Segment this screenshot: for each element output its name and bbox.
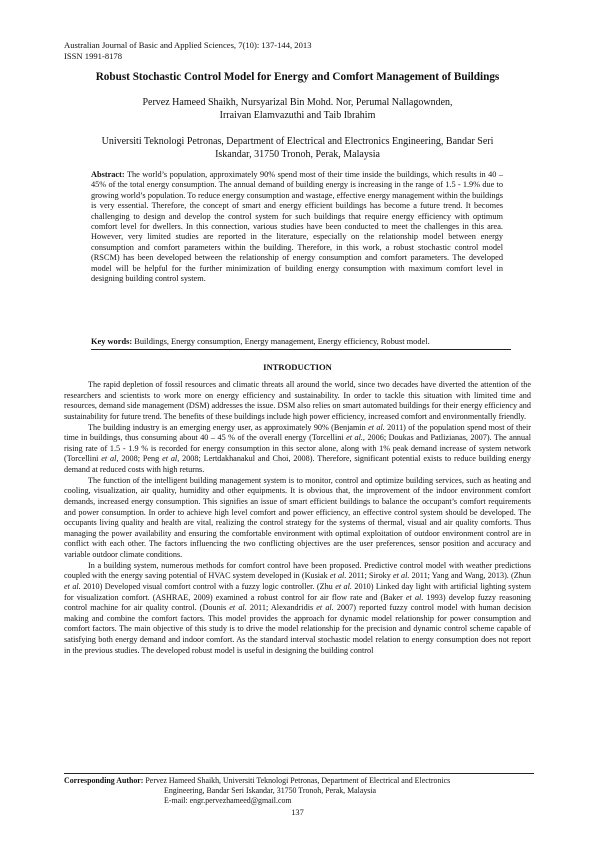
- author-list: [40, 97, 555, 122]
- issn: ISSN 1991-8178: [64, 51, 123, 61]
- keywords-text: Buildings, Energy consumption, Energy management, Energy efficiency, Robust model.: [134, 337, 430, 346]
- affiliation-line-2: Iskandar, 31750 Tronoh, Perak, Malaysia: [215, 148, 380, 160]
- abstract-text: The world’s population, approximately 90% spend most of their time inside the buildings, which results in 40 – 45% of the total energy consumption. The annual demand of building energy is increasing in the range of 1.5 - 1.9% due to growing world’s population. To reduce energy consumption and wastage, effective energy management within the buildings is very essential. Therefore, the concept of smart and energy efficient buildings has become a future trend. It becomes challenging to design and develop the control system for such buildings that require energy efficiency with optimum comfort level for dwellers. In this connection, various studies have been conducted to meet the challenges in this area. However, very limited studies are reported in the literature, especially on the relationship model between energy consumption and comfort parameters within the building. Therefore, in this work, a robust stochastic control model (RSCM) has been developed between the relationship of energy consumption and comfort parameters. The developed model will be helpful for the further minimization of building energy consumption with maximum comfort level in designing building control system.: [91, 170, 503, 284]
- page-number: 137: [291, 808, 304, 817]
- corresponding-email: E-mail: engr.pervezhameed@gmail.com: [164, 796, 292, 805]
- corresponding-line-2: Engineering, Bandar Seri Iskandar, 31750 Tronoh, Perak, Malaysia: [164, 786, 377, 795]
- paragraph-1: The rapid depletion of fossil resources and climatic threats all around the world, since two decades have diverted the attention of the researchers and scientists to work more on energy efficiency and sustainability. In order to tackle this situation with limited time and resources, demand side management (DSM) addresses the issue. DSM also relies on smart automated buildings for their energy efficiency and sustainability for future trend. The benefits of these buildings include high power efficiency, increased comfort and environmentally friendly.: [64, 380, 531, 421]
- abstract: [91, 170, 503, 284]
- keywords-divider: [91, 349, 511, 350]
- paragraph-4: In a building system, numerous methods for comfort control have been proposed. Predictive control model with weather predictions coupled with the energy saving potential of HVAC system developed in (Kusiak et al. 2011; Siroky et al. 2011; Yang and Wang, 2013). (Zhun et al. 2010) Developed visual comfort control with a fuzzy logic controller. (Zhu et al. 2010) Linked day light with artificial lighting system for visualization comfort. (ASHRAE, 2009) examined a robust control for air flow rate and (Baker et al. 1993) develop fuzzy reasoning control machine for air quality control. (Dounis et al. 2011; Alexandridis et al. 2007) reported fuzzy control model with human decision making and combine the comfort factors. This model provides the approach for dynamic model relationship for power consumption and comfort factors. The main objective of this study is to drive the model relationship for the precision and dynamic control scheme capable of satisfying both energy demand and indoor comfort. As the standard interval stochastic model relation to energy consumption does not report in the previous studies. The developed robust model is useful in designing the building control: [64, 560, 532, 655]
- corresponding-label: Corresponding Author:: [64, 776, 144, 785]
- paragraph-3: The function of the intelligent building management system is to monitor, control and optimize building services, such as heating and cooling, visualization, air quality, humidity and other equipments. It is obvious that, the improvement of the indoor environment comfort demands, increased energy consumption. This signifies an issue of smart efficient buildings to balance the occupant’s comfort requirements and power consumption. In order to achieve high level comfort and power efficiency, an effective control system should be developed. The occupants living quality and health are vital, realizing the control strategy for the systems of thermal, visual and air quality comforts. Thus managing the power availability and ensuring the comfortable environment with optimal exploitation of outdoor environment control are in conflict with each other. The factors influencing the two conflicting objectives are the user preferences, sensor position and accuracy and variable outdoor climate conditions.: [64, 475, 531, 559]
- introduction-body: [64, 380, 531, 656]
- authors-line-2: Irraivan Elamvazuthi and Taib Ibrahim: [219, 109, 376, 121]
- journal-header: Australian Journal of Basic and Applied Sciences, 7(10): 137-144, 2013: [64, 40, 312, 50]
- keywords: [91, 337, 511, 346]
- keywords-label: Key words:: [91, 337, 133, 346]
- section-heading: INTRODUCTION: [263, 362, 332, 372]
- corresponding-line-1: Pervez Hameed Shaikh, Universiti Teknologi Petronas, Department of Electrical and Electronics: [145, 776, 451, 785]
- affiliation-line-1: Universiti Teknologi Petronas, Department of Electrical and Electronics Engineering, Bandar Seri: [101, 136, 494, 147]
- authors-line-1: Pervez Hameed Shaikh, Nursyarizal Bin Mohd. Nor, Perumal Nallagownden,: [142, 97, 453, 108]
- footer-divider: [64, 773, 534, 774]
- paragraph-2: The building industry is an emerging energy user, as approximately 90% (Benjamin et al. 2011) of the population spend most of their time in buildings, thus consuming about 40 – 45 % of the overall energy (Torcellini et al., 2006; Doukas and Patlizianas, 2007). The annual rising rate of 1.5 - 1.9 % is recorded for energy consumption in this sector alone, along with 1% peak demand increase of system network (Torcellini et al, 2008; Peng et al, 2008; Lertdakhanakul and Choi, 2008). Therefore, significant potential exists to reduce building energy demand at reduced costs with high returns.: [64, 422, 532, 474]
- affiliation: [80, 136, 515, 161]
- paper-title: Robust Stochastic Control Model for Energy and Comfort Management of Buildings: [95, 71, 500, 83]
- corresponding-author: [64, 776, 534, 806]
- abstract-label: Abstract:: [91, 170, 125, 179]
